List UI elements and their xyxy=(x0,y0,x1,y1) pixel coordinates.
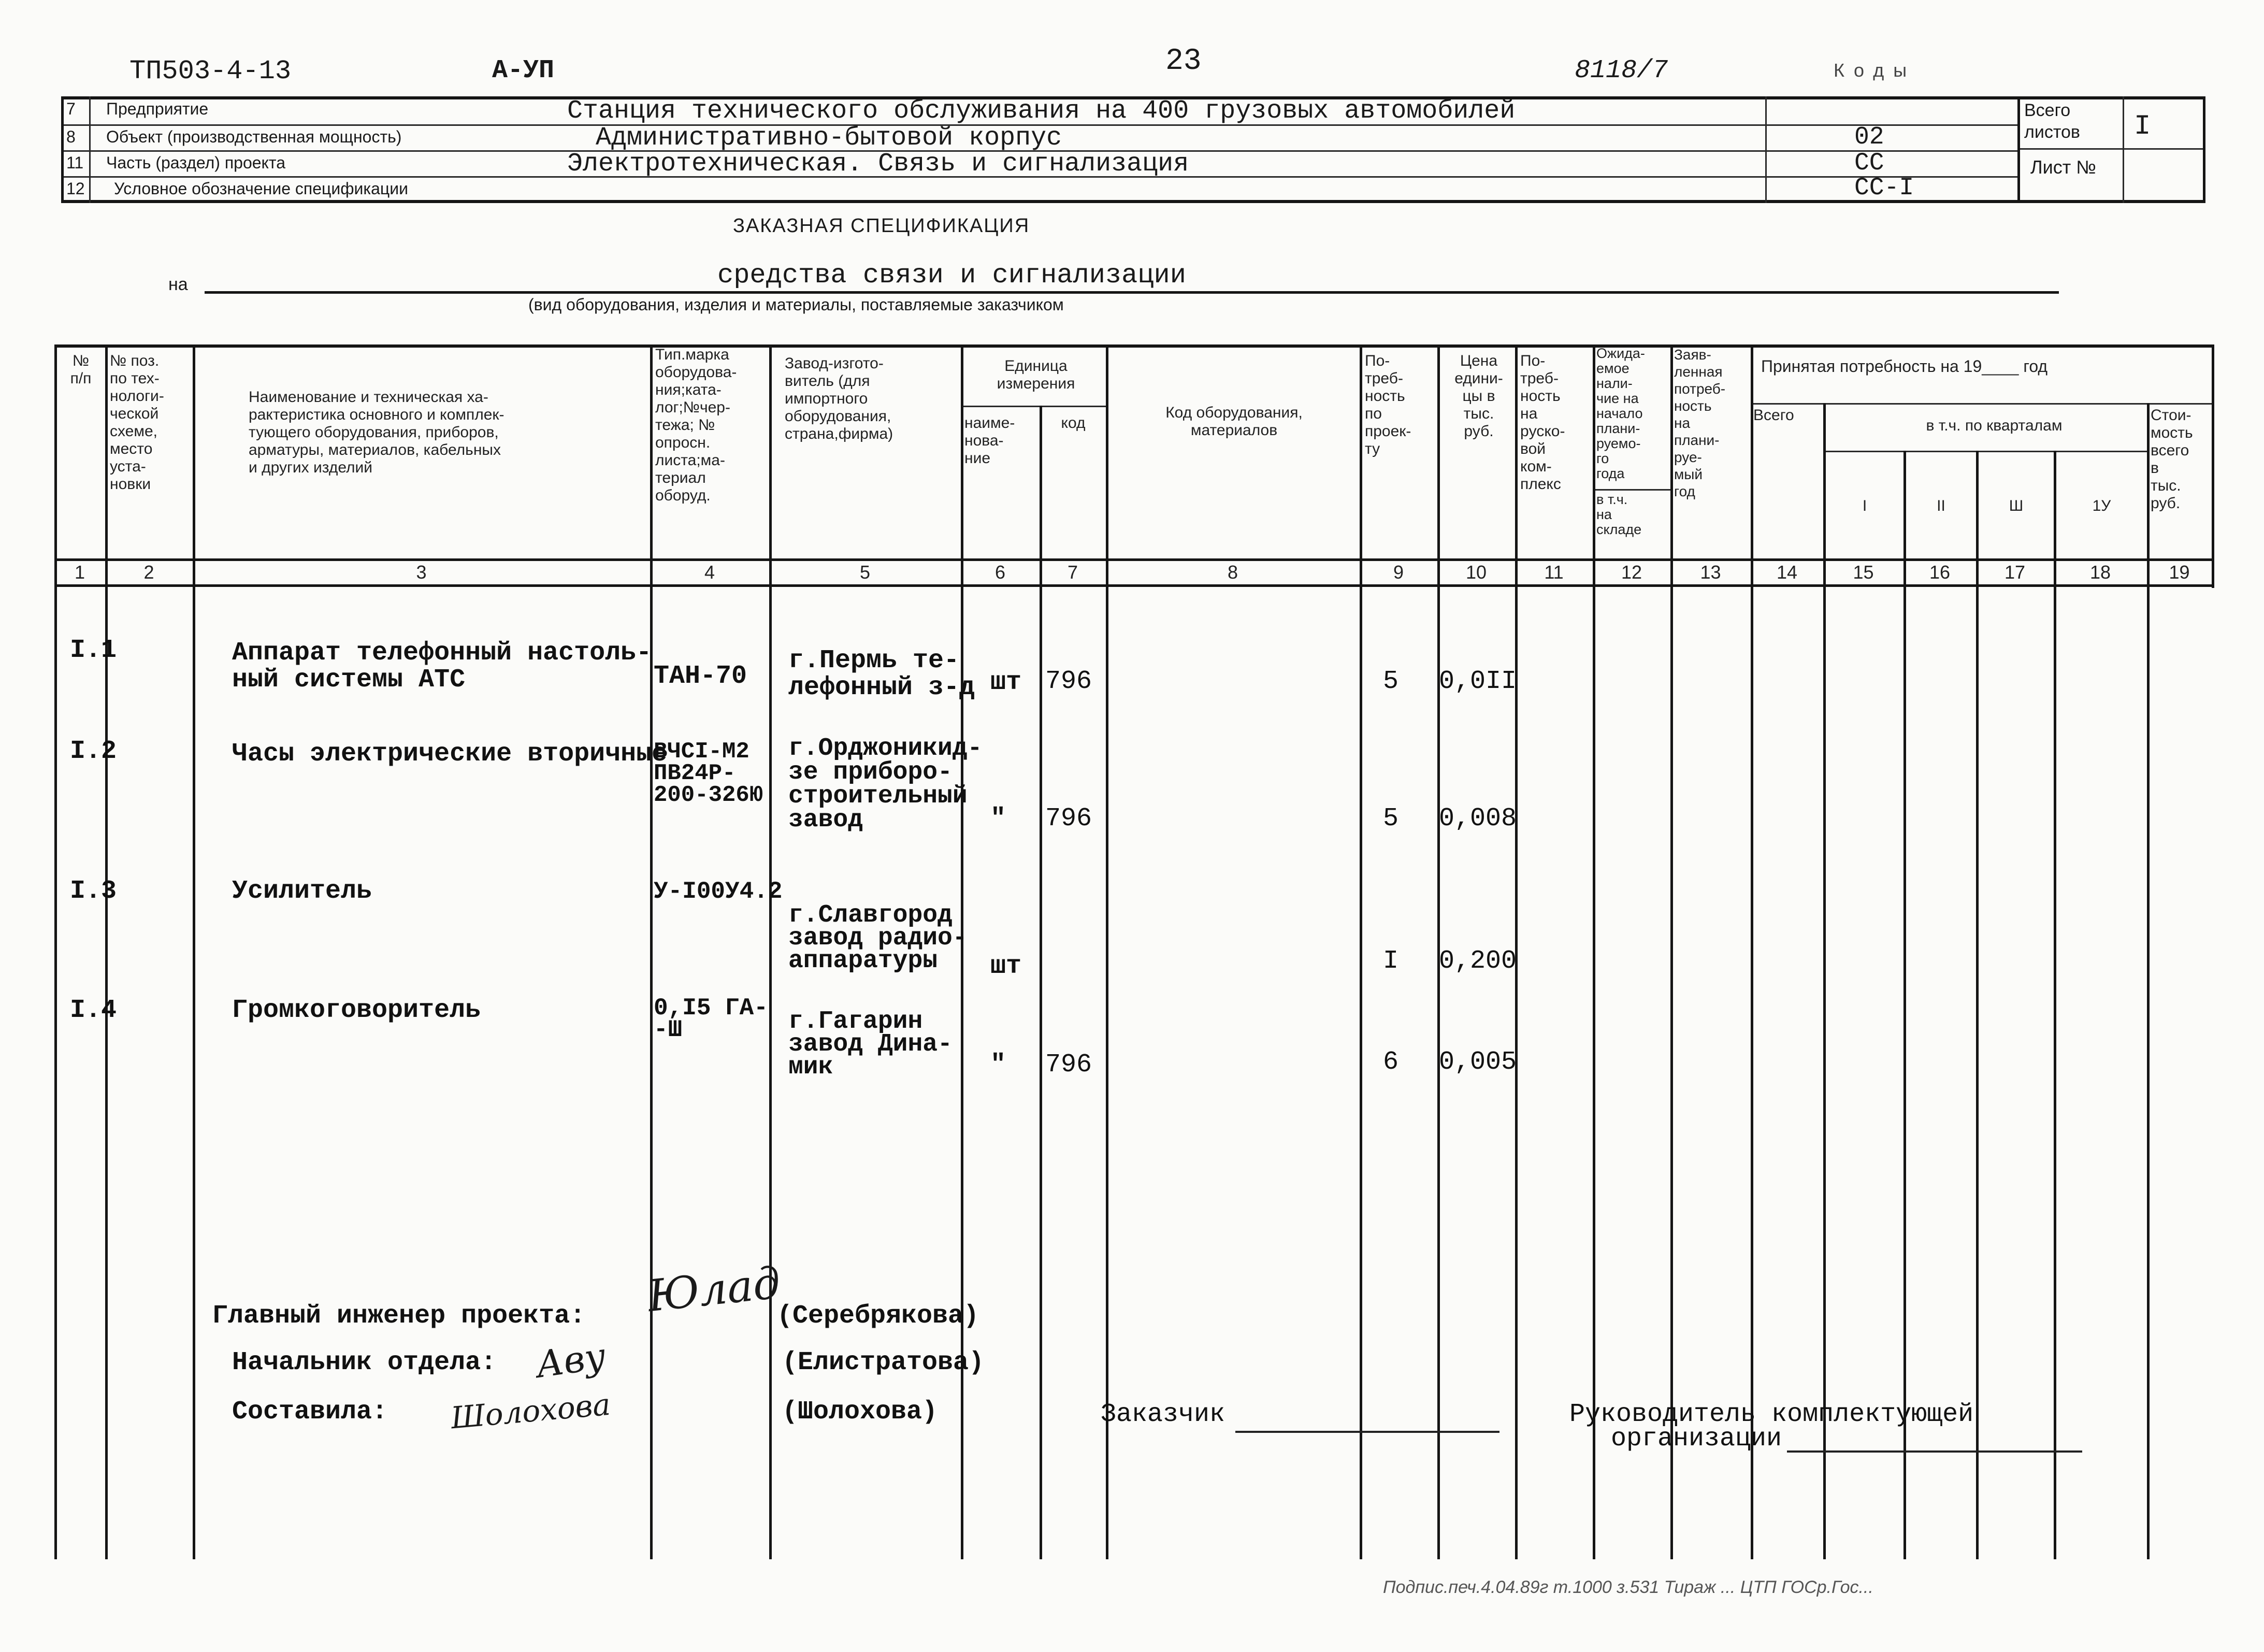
col-header-cost: Стои- мость всего в тыс. руб. xyxy=(2151,407,2193,512)
ref-number: 8118/7 xyxy=(1575,56,1668,85)
compiled-label: Составила: xyxy=(232,1397,388,1427)
header-row-index: 11 xyxy=(66,153,84,172)
sheet-label: Лист № xyxy=(2030,156,2096,178)
col-header-number: № п/п xyxy=(70,352,92,387)
supplier-label-2: организации xyxy=(1611,1424,1782,1454)
column-number: 1 xyxy=(74,562,85,583)
col-header-declared: Заяв- ленная потреб- ность на плани- руе- мый год xyxy=(1674,347,1726,499)
title-subject: средства связи и сигнализации xyxy=(717,260,1186,291)
row-position: I.3 xyxy=(70,877,117,906)
col-header-unit-group: Единица измерения xyxy=(997,357,1075,392)
header-row-label: Часть (раздел) проекта xyxy=(106,153,285,172)
supplier-signature-line xyxy=(1787,1450,2082,1453)
row-name: Громкоговоритель xyxy=(232,996,481,1025)
row-price: 0,005 xyxy=(1439,1047,1517,1077)
row-maker: г.Гагарин завод Дина- мик xyxy=(788,1008,953,1081)
chief-engineer-signature: Юлад xyxy=(645,1257,783,1322)
row-type: 0,I5 ГА- -Ш xyxy=(654,995,768,1043)
col-header-quarters: в т.ч. по кварталам xyxy=(1926,417,2063,434)
row-unit-code: 796 xyxy=(1045,667,1092,696)
column-number: 7 xyxy=(1067,562,1078,583)
header-row-index: 8 xyxy=(66,127,76,146)
row-name: Усилитель xyxy=(232,877,372,906)
chief-engineer-label: Главный инженер проекта: xyxy=(212,1301,586,1331)
row-maker: г.Славгород завод радио- аппаратуры xyxy=(788,901,968,975)
column-number: 17 xyxy=(2004,562,2026,583)
column-number: 16 xyxy=(1929,562,1951,583)
dept-head-label: Начальник отдела: xyxy=(232,1348,497,1377)
col-header-expected: Ожида- емое нали- чие на начало плани- руемо- го года xyxy=(1596,346,1645,481)
col-header-startup: По- треб- ность на pуско- вой ком- плекс xyxy=(1520,352,1565,493)
row-type: У-I00У4.2 xyxy=(654,878,783,905)
column-number: 10 xyxy=(1465,562,1487,583)
header-row-label: Условное обозначение спецификации xyxy=(114,179,408,198)
column-number: 19 xyxy=(2169,562,2190,583)
row-position: I.1 xyxy=(70,636,117,665)
compiled-name: (Шолохова) xyxy=(782,1397,938,1427)
row-name: Аппарат телефонный настоль- ный системы АТС xyxy=(232,638,652,695)
customer-label: Заказчик xyxy=(1101,1400,1225,1429)
codes-label: Коды xyxy=(1834,60,1916,81)
row-price: 0,200 xyxy=(1439,946,1517,976)
col-header-in-stock: в т.ч. на складе xyxy=(1596,492,1642,537)
row-price: 0,008 xyxy=(1439,804,1517,834)
row-type: ТАН-70 xyxy=(654,662,747,691)
col-header-maker: Завод-изгото- витель (для импортного оборудования, страна,фирма) xyxy=(785,355,893,442)
col-header-q3: Ш xyxy=(2009,497,2024,514)
title-underline xyxy=(205,291,2059,294)
page-number: 23 xyxy=(1165,45,1202,78)
column-number: 3 xyxy=(416,562,427,583)
row-unit: шт xyxy=(990,668,1022,697)
column-number: 12 xyxy=(1621,562,1642,583)
header-row-label: Предприятие xyxy=(106,99,209,118)
row-qty: I xyxy=(1383,946,1399,976)
row-unit: " xyxy=(990,804,1006,834)
print-note: Подпис.печ.4.04.89г т.1000 з.531 Тираж ... ЦТП ГОСр.Гос... xyxy=(1383,1577,1873,1597)
compiled-signature: Шолохова xyxy=(449,1386,612,1436)
col-header-q4: 1У xyxy=(2092,497,2111,514)
row-unit: шт xyxy=(990,952,1022,981)
title-prefix: на xyxy=(168,275,188,294)
row-qty: 5 xyxy=(1383,804,1399,834)
column-number: 18 xyxy=(2089,562,2111,583)
header-row-index: 7 xyxy=(66,99,76,118)
row-maker: г.Орджоникид- зе приборо- строительный завод xyxy=(788,735,983,834)
album-code: А-УП xyxy=(492,56,555,85)
supplier-label: Руководитель комплектующей xyxy=(1569,1400,1974,1429)
object-value: Административно-бытовой корпус xyxy=(596,123,1062,153)
chief-engineer-name: (Серебрякова) xyxy=(777,1301,979,1331)
column-number: 14 xyxy=(1776,562,1798,583)
spec-code: СС-I xyxy=(1854,174,1914,202)
column-number: 8 xyxy=(1227,562,1238,583)
title-caption: (вид оборудования, изделия и материалы, поставляемые заказчиком xyxy=(528,295,1064,314)
row-qty: 6 xyxy=(1383,1047,1399,1077)
section-value: Электротехническая. Связь и сигнализация xyxy=(567,149,1189,179)
row-maker: г.Пермь те- лефонный з-д xyxy=(788,646,975,702)
column-number: 4 xyxy=(704,562,715,583)
column-number: 11 xyxy=(1544,562,1564,583)
col-header-q2: II xyxy=(1937,497,1945,514)
column-number: 2 xyxy=(143,562,154,583)
column-number: 9 xyxy=(1393,562,1404,583)
col-header-unit-name: наиме- нова- ние xyxy=(964,414,1015,467)
header-row-label: Объект (производственная мощность) xyxy=(106,127,402,146)
customer-signature-line xyxy=(1235,1431,1499,1433)
row-position: I.4 xyxy=(70,996,117,1025)
dept-head-name: (Елистратова) xyxy=(782,1348,985,1377)
row-name: Часы электрические вторичные xyxy=(232,739,668,769)
col-header-price: Цена едини- цы в тыс. руб. xyxy=(1454,352,1503,440)
col-header-accepted: Принятая потребность на 19____ год xyxy=(1761,357,2048,376)
col-header-type: Тип.марка оборудова- ния;ката- лог;№чер- тежа; № опросн. листа;ма- териал оборуд. xyxy=(655,346,737,504)
col-header-unit-code: код xyxy=(1061,414,1086,432)
object-code: 02 xyxy=(1854,123,1884,151)
total-sheets-label: Всего листов xyxy=(2024,100,2080,142)
document-heading: ЗАКАЗНАЯ СПЕЦИФИКАЦИЯ xyxy=(733,215,1030,237)
row-unit: " xyxy=(990,1050,1006,1080)
dept-head-signature: Аву xyxy=(533,1334,609,1386)
column-number: 15 xyxy=(1853,562,1874,583)
col-header-position: № поз. по тех- нологи- ческой схеме, место уста- новки xyxy=(110,352,164,493)
enterprise-value: Станция технического обслуживания на 400 грузовых автомобилей xyxy=(567,96,1516,126)
section-code: СС xyxy=(1854,149,1884,177)
row-price: 0,0II xyxy=(1439,667,1517,696)
col-header-total: Всего xyxy=(1753,407,1794,424)
row-unit-code: 796 xyxy=(1045,804,1092,834)
project-code: ТП503-4-13 xyxy=(129,56,292,87)
col-header-name: Наименование и техническая ха- рактеристика основного и комплек- тующего оборудования, приборов, арматуры, материалов, кабельных и других изделий xyxy=(249,389,504,476)
col-header-q1: I xyxy=(1862,497,1867,514)
row-position: I.2 xyxy=(70,737,117,766)
column-number: 13 xyxy=(1700,562,1721,583)
row-unit-code: 796 xyxy=(1045,1050,1092,1080)
column-number: 6 xyxy=(994,562,1006,583)
row-qty: 5 xyxy=(1383,667,1399,696)
col-header-required: По- треб- ность по проек- ту xyxy=(1365,352,1411,457)
column-number: 5 xyxy=(859,562,871,583)
header-row-index: 12 xyxy=(66,179,85,198)
total-sheets-value: I xyxy=(2134,111,2151,142)
col-header-equipment-code: Код оборудования, материалов xyxy=(1165,404,1303,439)
row-type: ВЧСI-М2 ПВ24Р- 200-326Ю xyxy=(654,739,763,808)
